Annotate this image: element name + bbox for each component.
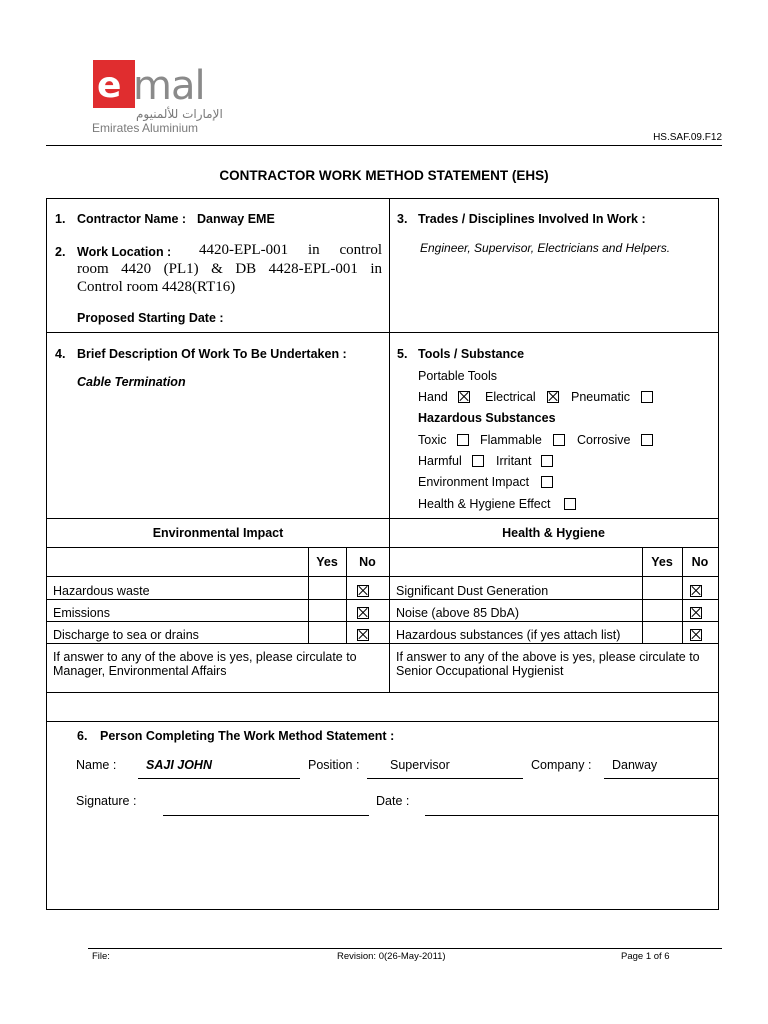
section1-number: 1.	[55, 212, 66, 226]
substance-health-checkbox[interactable]	[564, 498, 576, 510]
tool-pneumatic-checkbox[interactable]	[641, 391, 653, 403]
footer-divider	[88, 948, 722, 949]
divider-mid-vertical	[389, 518, 390, 693]
divider-subheader	[47, 547, 718, 548]
health-hazardous-substances-no-checkbox[interactable]	[690, 629, 702, 641]
substance-environment-label: Environment Impact	[418, 475, 530, 489]
health-note-line1: If answer to any of the above is yes, please circulate to	[396, 650, 700, 664]
date-underline[interactable]	[425, 815, 718, 816]
emal-logo	[92, 60, 223, 136]
portable-tools-label: Portable Tools	[418, 369, 497, 383]
health-yes-header: Yes	[651, 555, 673, 569]
env-row-hazardous-waste: Hazardous waste	[53, 584, 150, 598]
env-note-line2: Manager, Environmental Affairs	[53, 664, 227, 678]
divider-row1	[47, 332, 718, 333]
signature-label: Signature :	[76, 794, 137, 808]
health-row-noise: Noise (above 85 DbA)	[396, 606, 519, 620]
work-location-line1: 4420-EPL-001 in control	[199, 242, 382, 258]
substance-harmful-checkbox[interactable]	[472, 455, 484, 467]
tool-pneumatic-label: Pneumatic	[571, 390, 631, 404]
document-reference: HS.SAF.09.F12	[653, 132, 722, 143]
health-row-hazardous-substances: Hazardous substances (if yes attach list)	[396, 628, 621, 642]
position-underline	[367, 778, 523, 779]
footer-revision: Revision: 0(26-May-2011)	[337, 951, 446, 962]
substance-corrosive-checkbox[interactable]	[641, 434, 653, 446]
logo-e-block	[93, 60, 135, 108]
work-location-line3: Control room 4428(RT16)	[77, 279, 236, 295]
person-completing-label: Person Completing The Work Method Statement :	[100, 729, 395, 743]
page-title: CONTRACTOR WORK METHOD STATEMENT (EHS)	[219, 168, 549, 183]
footer-file: File:	[92, 951, 110, 962]
work-location-label: Work Location :	[77, 245, 172, 259]
work-description-label: Brief Description Of Work To Be Undertaken :	[77, 347, 347, 361]
divider-row-a	[47, 599, 718, 600]
substance-flammable-checkbox[interactable]	[553, 434, 565, 446]
substance-irritant-label: Irritant	[496, 454, 532, 468]
name-label: Name :	[76, 758, 117, 772]
env-discharge-no-checkbox[interactable]	[357, 629, 369, 641]
divider-row-b	[47, 621, 718, 622]
company-label: Company :	[531, 758, 592, 772]
substance-environment-checkbox[interactable]	[541, 476, 553, 488]
divider-yesno-header	[47, 576, 718, 577]
env-hazardous-waste-no-checkbox[interactable]	[357, 585, 369, 597]
divider-blank	[47, 721, 718, 722]
health-noise-no-checkbox[interactable]	[690, 607, 702, 619]
logo-arabic-text: الإمارات للألمنيوم	[136, 107, 223, 121]
substance-toxic-checkbox[interactable]	[457, 434, 469, 446]
work-description-value: Cable Termination	[77, 375, 186, 389]
name-value[interactable]: SAJI JOHN	[146, 758, 212, 772]
substance-harmful-label: Harmful	[418, 454, 462, 468]
tools-label: Tools / Substance	[418, 347, 525, 361]
environmental-impact-heading: Environmental Impact	[152, 526, 284, 540]
company-underline	[604, 778, 718, 779]
substance-irritant-checkbox[interactable]	[541, 455, 553, 467]
logo-e-letter: e	[97, 65, 122, 106]
section6-number: 6.	[77, 729, 88, 743]
divider-notes	[47, 692, 718, 693]
substance-flammable-label: Flammable	[480, 433, 542, 447]
signature-underline[interactable]	[163, 815, 369, 816]
tool-electrical-label: Electrical	[485, 390, 536, 404]
env-row-emissions: Emissions	[53, 606, 110, 620]
header-divider	[46, 145, 722, 146]
tool-hand-label: Hand	[418, 390, 448, 404]
substance-toxic-label: Toxic	[418, 433, 447, 447]
env-row-discharge: Discharge to sea or drains	[53, 628, 199, 642]
position-value[interactable]: Supervisor	[390, 758, 450, 772]
contractor-name-value: Danway EME	[197, 212, 275, 226]
env-yes-header: Yes	[316, 555, 338, 569]
logo-english-text: Emirates Aluminium	[92, 121, 199, 135]
env-emissions-no-checkbox[interactable]	[357, 607, 369, 619]
starting-date-label: Proposed Starting Date :	[77, 311, 224, 325]
env-no-header: No	[359, 555, 376, 569]
substance-health-label: Health & Hygiene Effect	[418, 497, 551, 511]
health-dust-no-checkbox[interactable]	[690, 585, 702, 597]
health-row-dust: Significant Dust Generation	[396, 584, 549, 598]
divider-top-vertical	[389, 199, 390, 519]
date-label: Date :	[376, 794, 410, 808]
section2-number: 2.	[55, 245, 66, 259]
section3-number: 3.	[397, 212, 408, 226]
trades-value: Engineer, Supervisor, Electricians and Helpers.	[420, 241, 671, 255]
divider-row2	[47, 518, 718, 519]
substance-corrosive-label: Corrosive	[577, 433, 631, 447]
contractor-name-label: Contractor Name :	[77, 212, 187, 226]
hazardous-substances-heading: Hazardous Substances	[418, 411, 556, 425]
form-frame	[46, 198, 719, 910]
health-note-line2: Senior Occupational Hygienist	[396, 664, 564, 678]
company-value[interactable]: Danway	[612, 758, 658, 772]
health-no-header: No	[691, 555, 709, 569]
footer-page: Page 1 of 6	[621, 951, 670, 962]
tool-hand-checkbox[interactable]	[458, 391, 470, 403]
logo-brand-text: mal	[133, 63, 205, 109]
tool-electrical-checkbox[interactable]	[547, 391, 559, 403]
section4-number: 4.	[55, 347, 66, 361]
section5-number: 5.	[397, 347, 408, 361]
health-hygiene-heading: Health & Hygiene	[502, 526, 605, 540]
work-location-line2: room 4420 (PL1) & DB 4428-EPL-001 in	[77, 261, 382, 277]
name-underline	[138, 778, 300, 779]
position-label: Position :	[308, 758, 360, 772]
divider-row-c	[47, 643, 718, 644]
trades-label: Trades / Disciplines Involved In Work :	[418, 212, 646, 226]
env-note-line1: If answer to any of the above is yes, please circulate to	[53, 650, 357, 664]
